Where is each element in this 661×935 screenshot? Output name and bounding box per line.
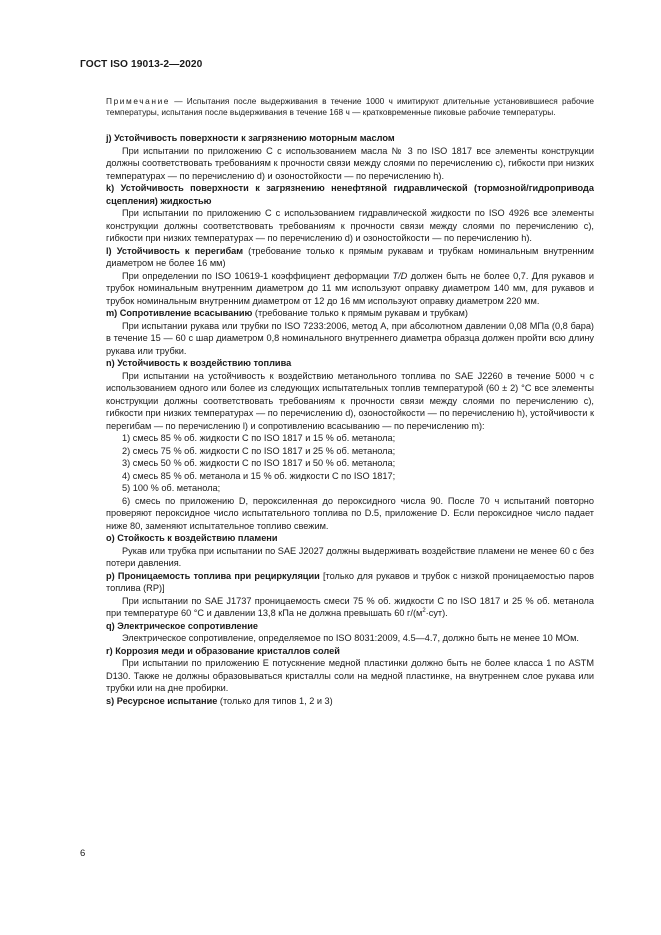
section-k-text: При испытании по приложению С с использованием гидравлической жидкости по ISO 4926 все элементы конструкции должны соответствовать требованиям к прочности связи между слоями по перечислению с), гибкости при низких температурах — по перечислению d) и озоностойкости — по перечислению h). — [106, 208, 594, 244]
section-l-title: l) Устойчивость к перегибам — [106, 245, 244, 256]
section-s-subtitle: (только для типов 1, 2 и 3) — [217, 695, 333, 706]
section-m-text: При испытании рукава или трубки по ISO 7233:2006, метод А, при абсолютном давлении 0,08 МПа (0,8 бара) в течение 15 — 60 с шар диаметром 0,8 номинального внутреннего диаметра образца должен пройти всю длину рукава или трубки. — [106, 320, 594, 356]
section-n-item-6: 6) смесь по приложению D, пероксиленная до пероксидного числа 90. После 70 ч испытаний повторно проверяют пероксидное число испытательного топлива по D.5, приложение D. Если пероксидное число падает ниже 80, заменяют испытательное топливо свежим. — [106, 495, 594, 531]
section-r-text: При испытании по приложению Е потускнение медной пластинки должно быть не более класса 1 по ASTM D130. Также не должны образовываться кристаллы соли на медной пластинке, на внутреннем слое рукава или трубки или на дне пробирки. — [106, 658, 594, 694]
section-n-item-1: 1) смесь 85 % об. жидкости С по ISO 1817 и 15 % об. метанола; — [122, 433, 396, 444]
section-l-text-italic: T/D — [392, 270, 408, 281]
page-number: 6 — [80, 848, 86, 859]
section-p-text-a: При испытании по SAE J1737 проницаемость смеси 75 % об. жидкости С по ISO 1817 и 25 % об. метанола при температуре 60 °С и давлении 13,8 кПа не должна превышать 60 г/(м — [106, 595, 594, 619]
note-paragraph — [106, 96, 594, 118]
section-p-text-sup: 2 — [422, 608, 426, 615]
section-m-title: m) Сопротивление всасыванию — [106, 308, 253, 319]
section-p-heading — [106, 570, 594, 595]
section-l-subtitle: (требование только к прямым рукавам и трубкам номинальным внутренним диаметром не более 16 мм) — [106, 245, 594, 269]
section-r-heading: r) Коррозия меди и образование кристаллов солей — [106, 645, 340, 656]
section-p-text-b: ·сут). — [425, 608, 448, 619]
section-l-text-a: При определении по ISO 10619-1 коэффициент деформации — [122, 270, 393, 281]
section-m-heading — [106, 307, 594, 320]
section-j-text: При испытании по приложению С с использованием масла № 3 по ISO 1817 все элементы конструкции должны соответствовать требованиям к прочности связи между слоями по перечислению с), гибкости при низких температурах — по перечислению d) и озоностойкости — по перечислению h). — [106, 145, 594, 181]
section-n-text: При испытании на устойчивость к воздействию метанольного топлива по SAE J2260 в течение 5000 ч с использованием одного или более из следующих испытательных топлив температурой (60 ± 2) °С все элементы конструкции должны соответствовать требованиям к прочности связи между слоями по перечислению с), гибкости при низких температурах — по перечислению d), озоностойкости — по перечислению h), устойчивости к перегибам — по перечислению l) и сопротивлению всасыванию — по перечислению m): — [106, 370, 594, 431]
section-n-item-3: 3) смесь 50 % об. жидкости С по ISO 1817 и 50 % об. метанола; — [122, 458, 396, 469]
section-p-title: p) Проницаемость топлива при рециркуляции — [106, 570, 320, 581]
section-l-text — [106, 270, 594, 308]
section-o-text: Рукав или трубка при испытании по SAE J2027 должны выдерживать воздействие пламени не менее 60 с без потери давления. — [106, 545, 594, 569]
document-body — [106, 96, 594, 707]
section-n-item-5: 5) 100 % об. метанола; — [122, 483, 221, 494]
section-q-heading: q) Электрическое сопротивление — [106, 620, 258, 631]
section-p-text — [106, 595, 594, 620]
document-header: ГОСТ ISO 19013-2—2020 — [80, 59, 203, 70]
section-m-subtitle: (требование только к прямым рукавам и трубкам) — [252, 308, 468, 319]
section-p-subtitle: [только для рукавов и трубок с низкой проницаемостью паров топлива (RP)] — [106, 570, 594, 594]
section-l-text-b: должен быть не более 0,7. Для рукавов и трубок номинальным внутренним диаметром до 11 мм используют оправку диаметром 140 мм, для рукавов и трубок номинальным внутренним диаметром от 12 до 16 мм используют оправку диаметром 220 мм. — [106, 270, 594, 306]
section-k-heading: k) Устойчивость поверхности к загрязнению ненефтяной гидравлической (тормозной/гидропривода сцепления) жидкостью — [106, 183, 594, 206]
section-n-item-2: 2) смесь 75 % об. жидкости С по ISO 1817 и 25 % об. метанола; — [122, 445, 396, 456]
section-j-heading: j) Устойчивость поверхности к загрязнению моторным маслом — [106, 133, 395, 144]
section-s-title: s) Ресурсное испытание — [106, 695, 218, 706]
section-o-heading: o) Стойкость к воздействию пламени — [106, 533, 278, 544]
section-n-heading: n) Устойчивость к воздействию топлива — [106, 358, 292, 369]
section-l-heading — [106, 245, 594, 270]
section-q-text: Электрическое сопротивление, определяемое по ISO 8031:2009, 4.5—4.7, должно быть не менее 10 МОм. — [122, 633, 579, 644]
section-s-heading — [106, 695, 594, 708]
note-label: Примечание — [106, 96, 171, 106]
section-n-item-4: 4) смесь 85 % об. метанола и 15 % об. жидкости С по ISO 1817; — [122, 470, 396, 481]
note-text: — Испытания после выдерживания в течение 1000 ч имитируют длительные установившиеся рабочие температуры, испытания после выдерживания в течение 168 ч — кратковременные пиковые рабочие температуры. — [106, 96, 594, 118]
